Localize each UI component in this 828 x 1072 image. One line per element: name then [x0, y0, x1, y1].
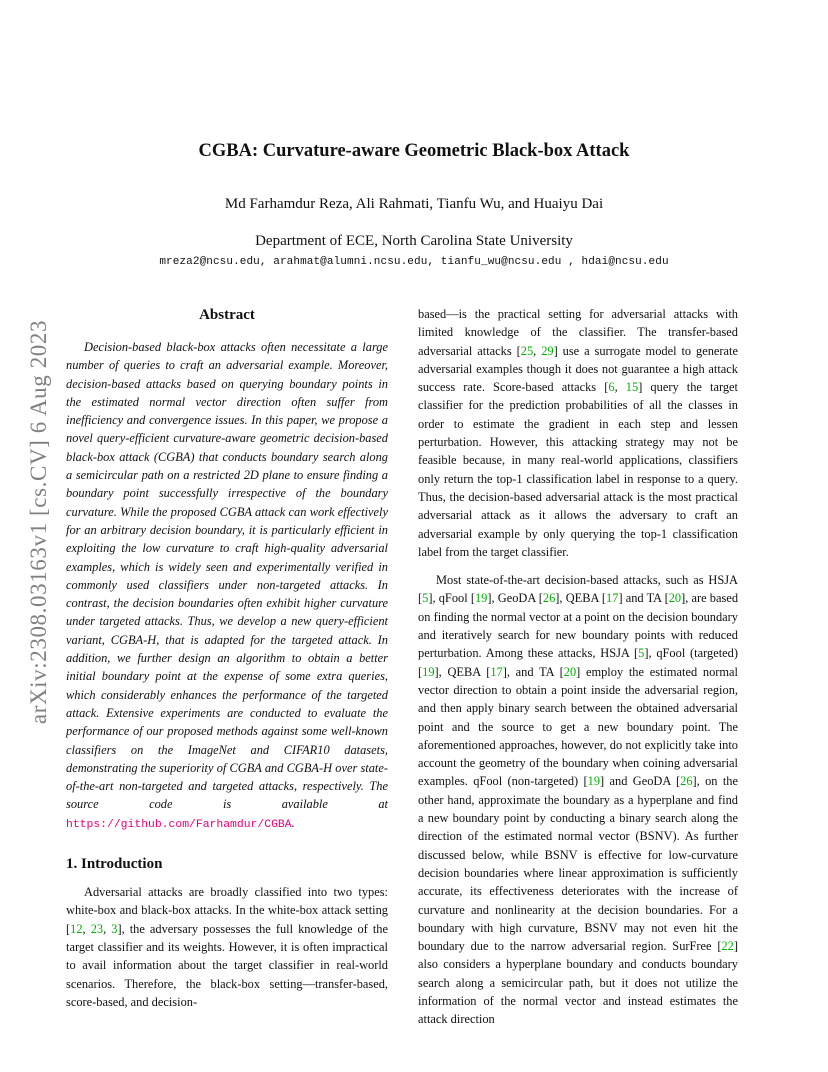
citation-link[interactable]: 26 — [542, 591, 556, 606]
source-code-link[interactable]: https://github.com/Farhamdur/CGBA — [66, 818, 292, 831]
citation-link[interactable]: 25 — [520, 343, 534, 358]
citation-link[interactable]: 19 — [587, 774, 601, 789]
citation-link[interactable]: 22 — [721, 939, 734, 954]
citation-link[interactable]: 23 — [90, 921, 104, 936]
citation-link[interactable]: 12 — [70, 921, 83, 936]
arxiv-sidebar — [25, 284, 53, 760]
citation-link[interactable]: 6 — [608, 380, 615, 395]
author-list: Md Farhamdur Reza, Ali Rahmati, Tianfu Wu, and Huaiyu Dai — [224, 196, 604, 212]
intro-paragraph-2: Most state-of-the-art decision-based attacks, such as HSJA [5], qFool [19], GeoDA [26], QEBA [17] and TA [20], are based on finding the normal vector at a point on the decision boundary and iteratively search for new boundary points with reduced perturbation. Among these attacks, HSJA [5], qFool (targeted) [19], QEBA [17], and TA [20] employ the estimated normal vector direction to obtain a point inside the adversarial region, and then apply binary search between the obtained adversarial point and the source to get a new boundary point. The aforementioned approaches, however, do not explicitly take into account the geometry of the boundary when coining adversarial examples. qFool (non-targeted) [19] and GeoDA [26], on the other hand, approximate the boundary as a hyperplane and find a new boundary point by conducting a binary search along the direction of the estimated normal vector (BSNV). As further discussed below, while BSNV is effective for low-curvature decision boundaries where linear approximation is sufficiently accurate, its effectiveness deteriorates with the increase of curvature and nonlinearity at the decision boundaries. For a boundary with high curvature, BSNV may not even hit the boundary due to the narrow adversarial region. SurFree [22] also considers a hyperplane boundary and conducts boundary search along a semicircular path, but it does not utilize the information of the normal vector and instead estimates the attack direction — [418, 573, 739, 1027]
intro-paragraph-1-continued: based—is the practical setting for adversarial attacks with limited knowledge of the classifier. The transfer-based adversarial attacks [25, 29] use a surrogate model to generate adversarial examples though it does not guarantee a high attack success rate. Score-based attacks [6, 15] query the target classifier for the prediction probabilities of all the classes in order to estimate the gradient in each step and lessen perturbation. However, this attacking strategy may not be feasible because, in many real-world applications, classifiers only return the top-1 classification label in response to a query. Thus, the decision-based adversarial attack is the most practical adversarial attack as it allows the adversary to craft an adversarial example by only querying the top-1 classification label from the target classifier. — [418, 307, 738, 559]
citation-link[interactable]: 19 — [422, 664, 435, 679]
abstract-text: Decision-based black-box attacks often necessitate a large number of queries to craft an adversarial example. Moreover, decision-based attacks based on querying boundary points in the estimated normal vector direction often suffer from inefficiency and convergence issues. In this paper, we propose a novel query-efficient curvature-aware geometric decision-based black-box attack (CGBA) that conducts boundary search along a semicircular path on a restricted 2D plane to ensure finding a boundary point successfully irrespective of the boundary curvature. While the proposed CGBA attack can work effectively for an arbitrary decision boundary, it is particularly efficient in exploiting the low curvature to craft high-quality adversarial examples, which is widely seen and experimentally verified in commonly used classifiers under non-targeted attacks. In contrast, the decision boundaries often exhibit higher curvature under targeted attacks. Thus, we develop a new query-efficient variant, CGBA-H, that is adapted for the targeted attack. In addition, we further design an algorithm to obtain a better initial boundary point at the expense of some extra queries, which considerably enhances the performance of the targeted attack. Extensive experiments are conducted to evaluate the performance of our proposed methods against some well-known classifiers on the ImageNet and CIFAR10 datasets, demonstrating the superiority of CGBA and CGBA-H over state-of-the-art non-targeted and targeted attacks, respectively. The source code is available at https://github.com/Farhamdur/CGBA. — [66, 340, 388, 831]
citation-link[interactable]: 20 — [668, 591, 682, 606]
affiliation: Department of ECE, North Carolina State University — [255, 233, 573, 249]
arxiv-identifier: arXiv:2308.03163v1 [cs.CV] 6 Aug 2023 — [26, 319, 51, 725]
citation-link[interactable]: 17 — [490, 664, 503, 679]
citation-link[interactable]: 17 — [606, 591, 619, 606]
paper-title: CGBA: Curvature-aware Geometric Black-box Attack — [198, 141, 630, 161]
citation-link[interactable]: 15 — [625, 380, 639, 395]
citation-link[interactable]: 5 — [638, 646, 645, 661]
author-emails: mreza2@ncsu.edu, arahmat@alumni.ncsu.edu, tianfu_wu@ncsu.edu , hdai@ncsu.edu — [159, 256, 669, 268]
citation-link[interactable]: 29 — [541, 343, 554, 358]
left-column — [66, 300, 388, 1011]
section-heading-introduction: 1. Introduction — [66, 856, 163, 873]
citation-link[interactable]: 19 — [474, 591, 488, 606]
intro-paragraph-1: Adversarial attacks are broadly classified into two types: white-box and black-box attacks. In the white-box attack setting [12, 23, 3], the adversary possesses the full knowledge of the target classifier and its weights. However, it is often impractical to avail information about the target classifier in real-world scenarios. Therefore, the black-box setting—transfer-based, score-based, and decision- — [66, 885, 388, 1009]
right-column — [418, 305, 738, 1029]
citation-link[interactable]: 5 — [422, 591, 429, 606]
abstract-heading: Abstract — [199, 307, 255, 323]
citation-link[interactable]: 3 — [111, 921, 118, 936]
citation-link[interactable]: 26 — [680, 774, 693, 789]
citation-link[interactable]: 20 — [563, 664, 577, 679]
